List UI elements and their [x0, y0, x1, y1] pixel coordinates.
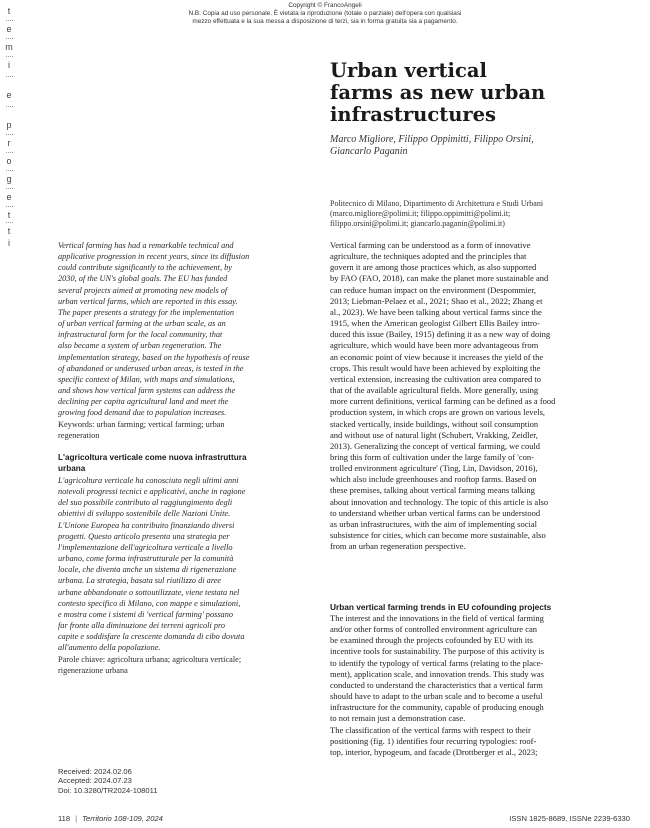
copyright-notice: [0, 2, 650, 27]
body-line: bring this form of cultivation under the large family of 'con-: [330, 451, 534, 462]
authors-line: Marco Migliore, Filippo Oppimitti, Filippo Orsini,: [330, 134, 534, 145]
page-footer-left: [58, 814, 163, 823]
abstract-line: declining per capita agricultural land and meet the: [58, 397, 229, 407]
body-line: to understand whether urban vertical farms can be understood: [330, 507, 541, 518]
received-date: Received: 2024.02.06: [58, 767, 132, 776]
body-line: and without use of natural light (Schubert, Vrakking, Zeidler,: [330, 429, 538, 440]
body-introduction: [330, 240, 630, 552]
abstract-line: of urban vertical farming at the urban scale, as an: [58, 319, 226, 329]
body-line: that of the available agricultural fields. More generally, using: [330, 385, 539, 396]
footer-separator: |: [75, 814, 78, 823]
heading-line: urbana: [58, 464, 86, 473]
abstract-line: urbane abbandonate o sottoutilizzate, viene testata nel: [58, 587, 240, 597]
body-line: 2013; Liebman-Pelaez et al., 2021; Shao et al., 2022; Zhang et: [330, 295, 543, 306]
abstract-line: could contribute significantly to the achievement, by: [58, 263, 232, 273]
abstract-line: urbano, come forma infrastrutturale per la comunità: [58, 554, 234, 564]
abstract-line: 2030, of the UN's global goals. The EU has funded: [58, 274, 228, 284]
abstract-line: specific context of Milan, with maps and simulations,: [58, 374, 235, 384]
affiliation-line: (marco.migliore@polimi.it; filippo.oppimitti@polimi.it;: [330, 208, 511, 218]
abstract-line: also became a system of urban regeneration. The: [58, 341, 222, 351]
body-line: stacked vertically, inside buildings, without soil consumption: [330, 418, 539, 429]
issn: ISSN 1825-8689, ISSNe 2239-6330: [509, 814, 630, 823]
body-line: to not remain just a demonstration case.: [330, 713, 466, 724]
doi[interactable]: Doi: 10.3280/TR2024-108011: [58, 785, 158, 795]
body-section: [330, 613, 630, 758]
abstract-line: urban vertical farms, which are reported in this essay.: [58, 296, 238, 306]
sidebar-divider: [6, 152, 13, 153]
body-line: positioning (fig. 1) identifies four recurring typologies: roof-: [330, 735, 537, 746]
sidebar-letter: i: [8, 60, 10, 70]
sidebar-letter: t: [7, 226, 11, 236]
abstract-italian: [58, 475, 298, 676]
body-line: about innovation and technology. The topic of this article is also: [330, 496, 549, 507]
sidebar-letter: t: [7, 6, 11, 16]
body-line: conducted to understand the characteristics that a vertical farm: [330, 679, 543, 690]
sidebar-divider: [6, 56, 13, 57]
body-line: trolled environment agriculture' (Ting, Lin, Davidson, 2016),: [330, 463, 538, 474]
body-line: more current definitions, vertical farming can be defined as a food: [330, 396, 556, 407]
authors-line: Giancarlo Paganin: [330, 145, 408, 157]
article-title: [330, 60, 630, 126]
abstract-line: several projects aimed at promoting new models of: [58, 285, 228, 295]
abstract-line: urbana. La strategia, basata sul riutilizzo di aree: [58, 576, 222, 586]
sidebar-letter: i: [8, 238, 10, 248]
abstract-line: growing food demand due to population increases.: [58, 408, 227, 418]
abstract-line: l'implementazione dell'agricoltura verticale a livello: [58, 542, 233, 552]
keywords-line: rigenerazione urbana: [58, 665, 128, 675]
body-line: subsistence for cities, which can become more sustainable, also: [330, 530, 546, 541]
abstract-line: all'aumento della popolazione.: [58, 643, 161, 653]
accepted-date: Accepted: 2024.07.23: [58, 776, 132, 786]
sidebar-letter: m: [5, 42, 13, 52]
abstract-line: L'Unione Europea ha contribuito finanziando diversi: [58, 520, 235, 530]
abstract-line: obiettivi di sviluppo sostenibile delle Nazioni Unite.: [58, 509, 231, 519]
abstract-line: notevoli progressi tecnici e applicativi, anche in ragione: [58, 487, 246, 497]
abstract-line: and shows how vertical farm systems can address the: [58, 386, 236, 396]
author-affiliation: [330, 199, 630, 228]
abstract-line: implementation strategy, based on the hypothesis of reuse: [58, 352, 250, 362]
copyright-line: mezzo effettuata e la sua messa a disposizione di terzi, sia in forma gratuita sia a pagamento.: [192, 18, 458, 26]
title-line: farms as new urban: [330, 81, 546, 104]
abstract-line: progetti. Questo articolo presenta una strategia per: [58, 531, 230, 541]
page-footer-right: [509, 814, 630, 823]
body-line: production system, in which crops are grown on various levels,: [330, 407, 546, 418]
body-line: govern it are among those practices which, as also supported: [330, 262, 537, 273]
keywords-line: Keywords: urban farming; vertical farming; urban: [58, 419, 225, 429]
body-line: crops. This result would have been achieved by exploiting the: [330, 362, 541, 373]
article-authors: [330, 134, 630, 157]
body-line: by FAO (FAO, 2018), can make the planet more sustainable and: [330, 273, 549, 284]
body-line: The interest and the innovations in the field of vertical farming: [330, 613, 544, 623]
sidebar-divider: [6, 222, 13, 223]
body-line: The classification of the vertical farms with respect to their: [330, 724, 531, 735]
sidebar-letter: r: [7, 138, 11, 148]
abstract-line: applicative progression in recent years, since its diffusion: [58, 252, 250, 262]
sidebar-divider: [6, 20, 13, 21]
body-line: 1915, when the American geologist Gilbert Ellis Bailey intro-: [330, 318, 540, 329]
body-line: top, interior, hypogeum, and facade (Drottberger et al., 2023;: [330, 746, 538, 757]
affiliation-line: Politecnico di Milano, Dipartimento di Architettura e Studi Urbani: [330, 199, 544, 208]
sidebar-letter: t: [7, 210, 11, 220]
abstract-line: far fronte alla diminuzione dei terreni agricoli pro: [58, 621, 226, 631]
body-line: can reduce human impact on the environment (Despommier,: [330, 284, 536, 295]
body-line: should have to adapt to the urban scale and to become a useful: [330, 691, 543, 702]
section-heading: Urban vertical farming trends in EU cofounding projects: [330, 602, 552, 612]
article-dates: [58, 767, 258, 795]
abstract-line: Vertical farming has had a remarkable technical and: [58, 241, 234, 250]
body-line: duced this issue (Bailey, 1915) defining it as a new way of doing: [330, 329, 551, 340]
body-line: al., 2023). We have been talking about vertical farms since the: [330, 306, 542, 317]
keywords-line: Parole chiave: agricoltura urbana; agricoltura verticale;: [58, 654, 242, 664]
body-line: which also include greenhouses and rooftop farms. Based on: [330, 474, 537, 485]
abstract-english: [58, 240, 298, 441]
sidebar-divider: [6, 76, 13, 77]
body-line: Vertical farming can be understood as a form of innovative: [330, 240, 531, 250]
journal-issue: 108-109, 2024: [113, 814, 163, 823]
body-line: ment), application scale, and innovation trends. This study was: [330, 668, 544, 679]
abstract-line: contesto specifico di Milano, con mappe e simulazioni,: [58, 598, 241, 608]
sidebar-letter: e: [6, 192, 12, 202]
copyright-line: Copyright © FrancoAngeli: [288, 2, 362, 9]
sidebar-letter: e: [6, 24, 12, 34]
sidebar-letter: g: [6, 174, 12, 184]
body-line: to identify the typology of vertical farms (relating to the place-: [330, 657, 544, 668]
body-line: infrastructure for the community, capable of producing enough: [330, 702, 544, 713]
body-line: incentive tools for sustainability. The purpose of this activity is: [330, 646, 545, 657]
italian-abstract-heading: [58, 452, 298, 474]
sidebar-letter: p: [6, 120, 12, 130]
title-line: Urban vertical: [330, 59, 487, 82]
abstract-line: of abandoned or underused urban areas, is tested in the: [58, 363, 244, 373]
body-line: vertical extension, increasing the cultivation area compared to: [330, 373, 541, 384]
body-line: agriculture, the techniques adopted and the principles that: [330, 251, 527, 262]
body-line: and/or other forms of controlled environment agriculture can: [330, 624, 537, 635]
sidebar-divider: [6, 134, 13, 135]
sidebar-divider: [6, 188, 13, 189]
abstract-line: The paper presents a strategy for the implementation: [58, 307, 234, 317]
sidebar-divider: [6, 206, 13, 207]
sidebar-divider: [6, 106, 13, 107]
body-line: be examined through the projects cofounded by EU with its: [330, 635, 533, 646]
abstract-line: del suo possibile contributo al raggiungimento degli: [58, 498, 233, 508]
body-line: as urban infrastructures, with the aim of implementing social: [330, 518, 538, 529]
journal-name: Territorio: [82, 814, 112, 823]
title-line: infrastructures: [330, 103, 497, 126]
abstract-line: capite e soddisfare la crescente domanda di cibo dovuta: [58, 632, 245, 642]
page-number: 118: [58, 814, 71, 823]
affiliation-line: filippo.orsini@polimi.it; giancarlo.paganin@polimi.it): [330, 218, 505, 228]
sidebar-divider: [6, 170, 13, 171]
sidebar-letter: e: [6, 90, 12, 100]
abstract-line: e mostra come i sistemi di 'vertical farming' possano: [58, 609, 234, 619]
body-line: these premises, talking about vertical farming means talking: [330, 485, 535, 496]
abstract-line: infrastructural form for the local community, that: [58, 330, 223, 340]
sidebar-divider: [6, 38, 13, 39]
body-line: 2013). Generalizing the concept of vertical farming, we could: [330, 440, 541, 451]
copyright-line: N.B: Copia ad uso personale. È vietata la riproduzione (totale o parziale) dell'opera con qualsiasi: [188, 10, 462, 18]
keywords-line: regeneration: [58, 430, 100, 440]
abstract-line: L'agricoltura verticale ha conosciuto negli ultimi anni: [58, 476, 239, 485]
body-line: an economic point of view because it increases the yield of the: [330, 351, 544, 362]
heading-line: L'agricoltura verticale come nuova infrastruttura: [58, 453, 247, 462]
abstract-line: locale, che diventa anche un sistema di rigenerazione: [58, 565, 237, 575]
body-line: from an urban regeneration perspective.: [330, 541, 466, 552]
body-line: agriculture, which would have been more advantageous from: [330, 340, 539, 351]
sidebar-letter: o: [6, 156, 12, 166]
